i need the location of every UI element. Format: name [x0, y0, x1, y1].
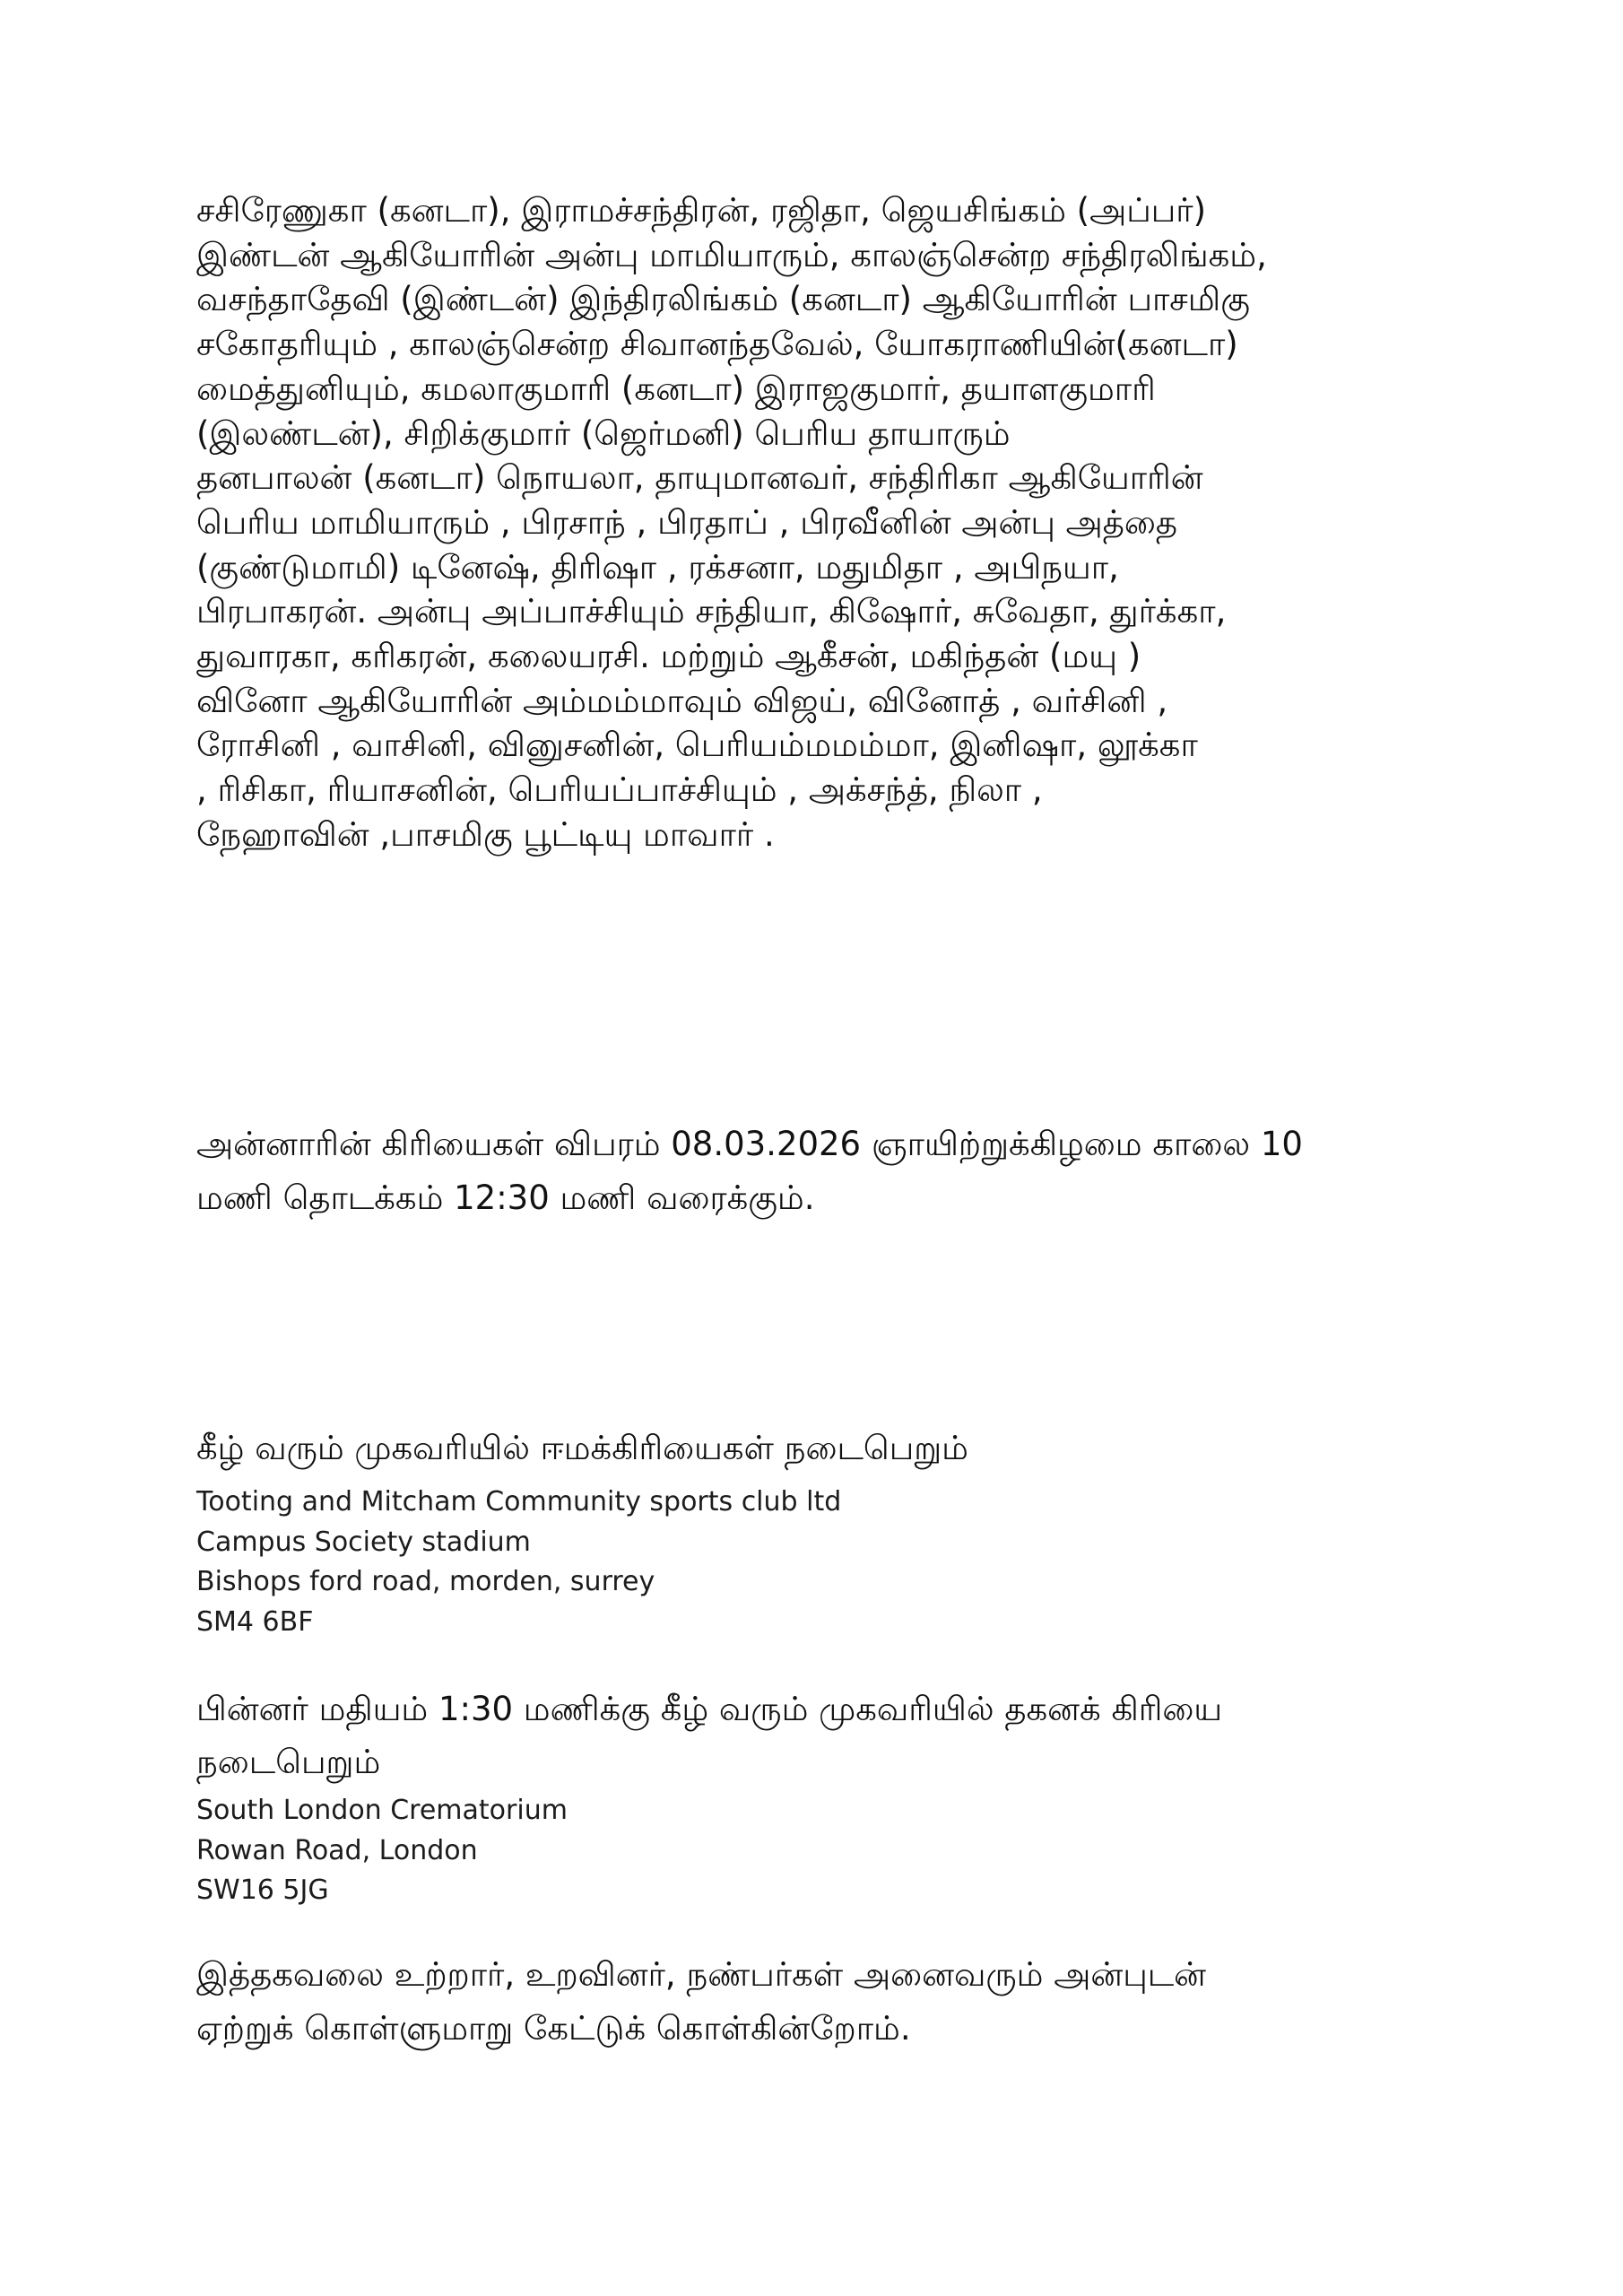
relatives-line: துவாரகா, கரிகரன், கலையரசி. மற்றும் ஆகீசன், மகிந்தன் (மயு ) — [196, 637, 1141, 676]
relatives-line: ரோசினி , வாசினி, வினுசனின், பெரியம்மமம்மா, இனிஷா, லூக்கா — [196, 726, 1198, 765]
relatives-line: வினோ ஆகியோரின் அம்மம்மாவும் விஜய், வினோத் , வர்சினி , — [196, 681, 1168, 720]
relatives-line: பிரபாகரன். அன்பு அப்பாச்சியும் சந்தியா, கிஷோர், சுவேதா, துர்க்கா, — [196, 592, 1227, 631]
relatives-line: சசிரேணுகா (கனடா), இராமச்சந்திரன், ரஜிதா, ஜெயசிங்கம் (அப்பர்) — [196, 191, 1207, 230]
relatives-paragraph — [196, 188, 1452, 857]
closing-line: ஏற்றுக் கொள்ளுமாறு கேட்டுக் கொள்கின்றோம். — [196, 2009, 911, 2048]
cremation-heading — [196, 1683, 1452, 1788]
relatives-line: (இலண்டன்), சிறிக்குமார் (ஜெர்மனி) பெரிய தாயாரும் — [196, 413, 1011, 453]
rites-line: அன்னாரின் கிரியைகள் விபரம் 08.03.2026 ஞாயிற்றுக்கிழமை காலை 10 — [196, 1125, 1303, 1163]
venue-address — [196, 1483, 1003, 1642]
relatives-line: மைத்துனியும், கமலாகுமாரி (கனடா) இராஜகுமார், தயாளகுமாரி — [196, 369, 1156, 408]
crematorium-postcode: SW16 5JG — [196, 1874, 329, 1906]
cremation-heading-line: பின்னர் மதியம் 1:30 மணிக்கு கீழ் வரும் முகவரியில் தகனக் கிரியை — [196, 1690, 1223, 1728]
rites-line: மணி தொடக்கம் 12:30 மணி வரைக்கும். — [196, 1178, 815, 1217]
relatives-line: சகோதரியும் , காலஞ்சென்ற சிவானந்தவேல், யோகராணியின்(கனடா) — [196, 325, 1238, 364]
relatives-line: பெரிய மாமியாரும் , பிரசாந் , பிரதாப் , பிரவீனின் அன்பு அத்தை — [196, 502, 1177, 542]
relatives-line: வசந்தாதேவி (இண்டன்) இந்திரலிங்கம் (கனடா) ஆகியோரின் பாசமிகு — [196, 280, 1250, 319]
relatives-line: (குண்டுமாமி) டினேஷ், திரிஷா , ரக்சனா, மதுமிதா , அபிநயா, — [196, 547, 1119, 587]
crematorium-address-line: Rowan Road, London — [196, 1834, 478, 1866]
crematorium-address — [196, 1791, 1003, 1911]
venue-address-line: Tooting and Mitcham Community sports club ltd — [196, 1486, 842, 1518]
relatives-line: இண்டன் ஆகியோரின் அன்பு மாமியாரும், காலஞ்சென்ற சந்திரலிங்கம், — [196, 235, 1267, 274]
venue-heading: கீழ் வரும் முகவரியில் ஈமக்கிரியைகள் நடைபெறும் — [196, 1429, 968, 1467]
cremation-heading-line: நடைபெறும் — [196, 1743, 381, 1781]
relatives-line: நேஹாவின் ,பாசமிகு பூட்டியு மாவார் . — [196, 814, 775, 854]
rites-details — [196, 1118, 1452, 1225]
crematorium-address-line: South London Crematorium — [196, 1795, 568, 1826]
closing-line: இத்தகவலை உற்றார், உறவினர், நண்பர்கள் அனைவரும் அன்புடன் — [196, 1955, 1207, 1994]
venue-address-line: Campus Society stadium — [196, 1526, 531, 1558]
relatives-line: தனபாலன் (கனடா) நொயலா, தாயுமானவர், சந்திரிகா ஆகியோரின் — [196, 458, 1203, 498]
relatives-line: , ரிசிகா, ரியாசனின், பெரியப்பாச்சியும் , அக்சந்த், நிலா , — [196, 770, 1043, 810]
closing-message — [196, 1948, 1452, 2056]
venue-postcode: SM4 6BF — [196, 1605, 314, 1638]
venue-address-line: Bishops ford road, morden, surrey — [196, 1566, 655, 1597]
